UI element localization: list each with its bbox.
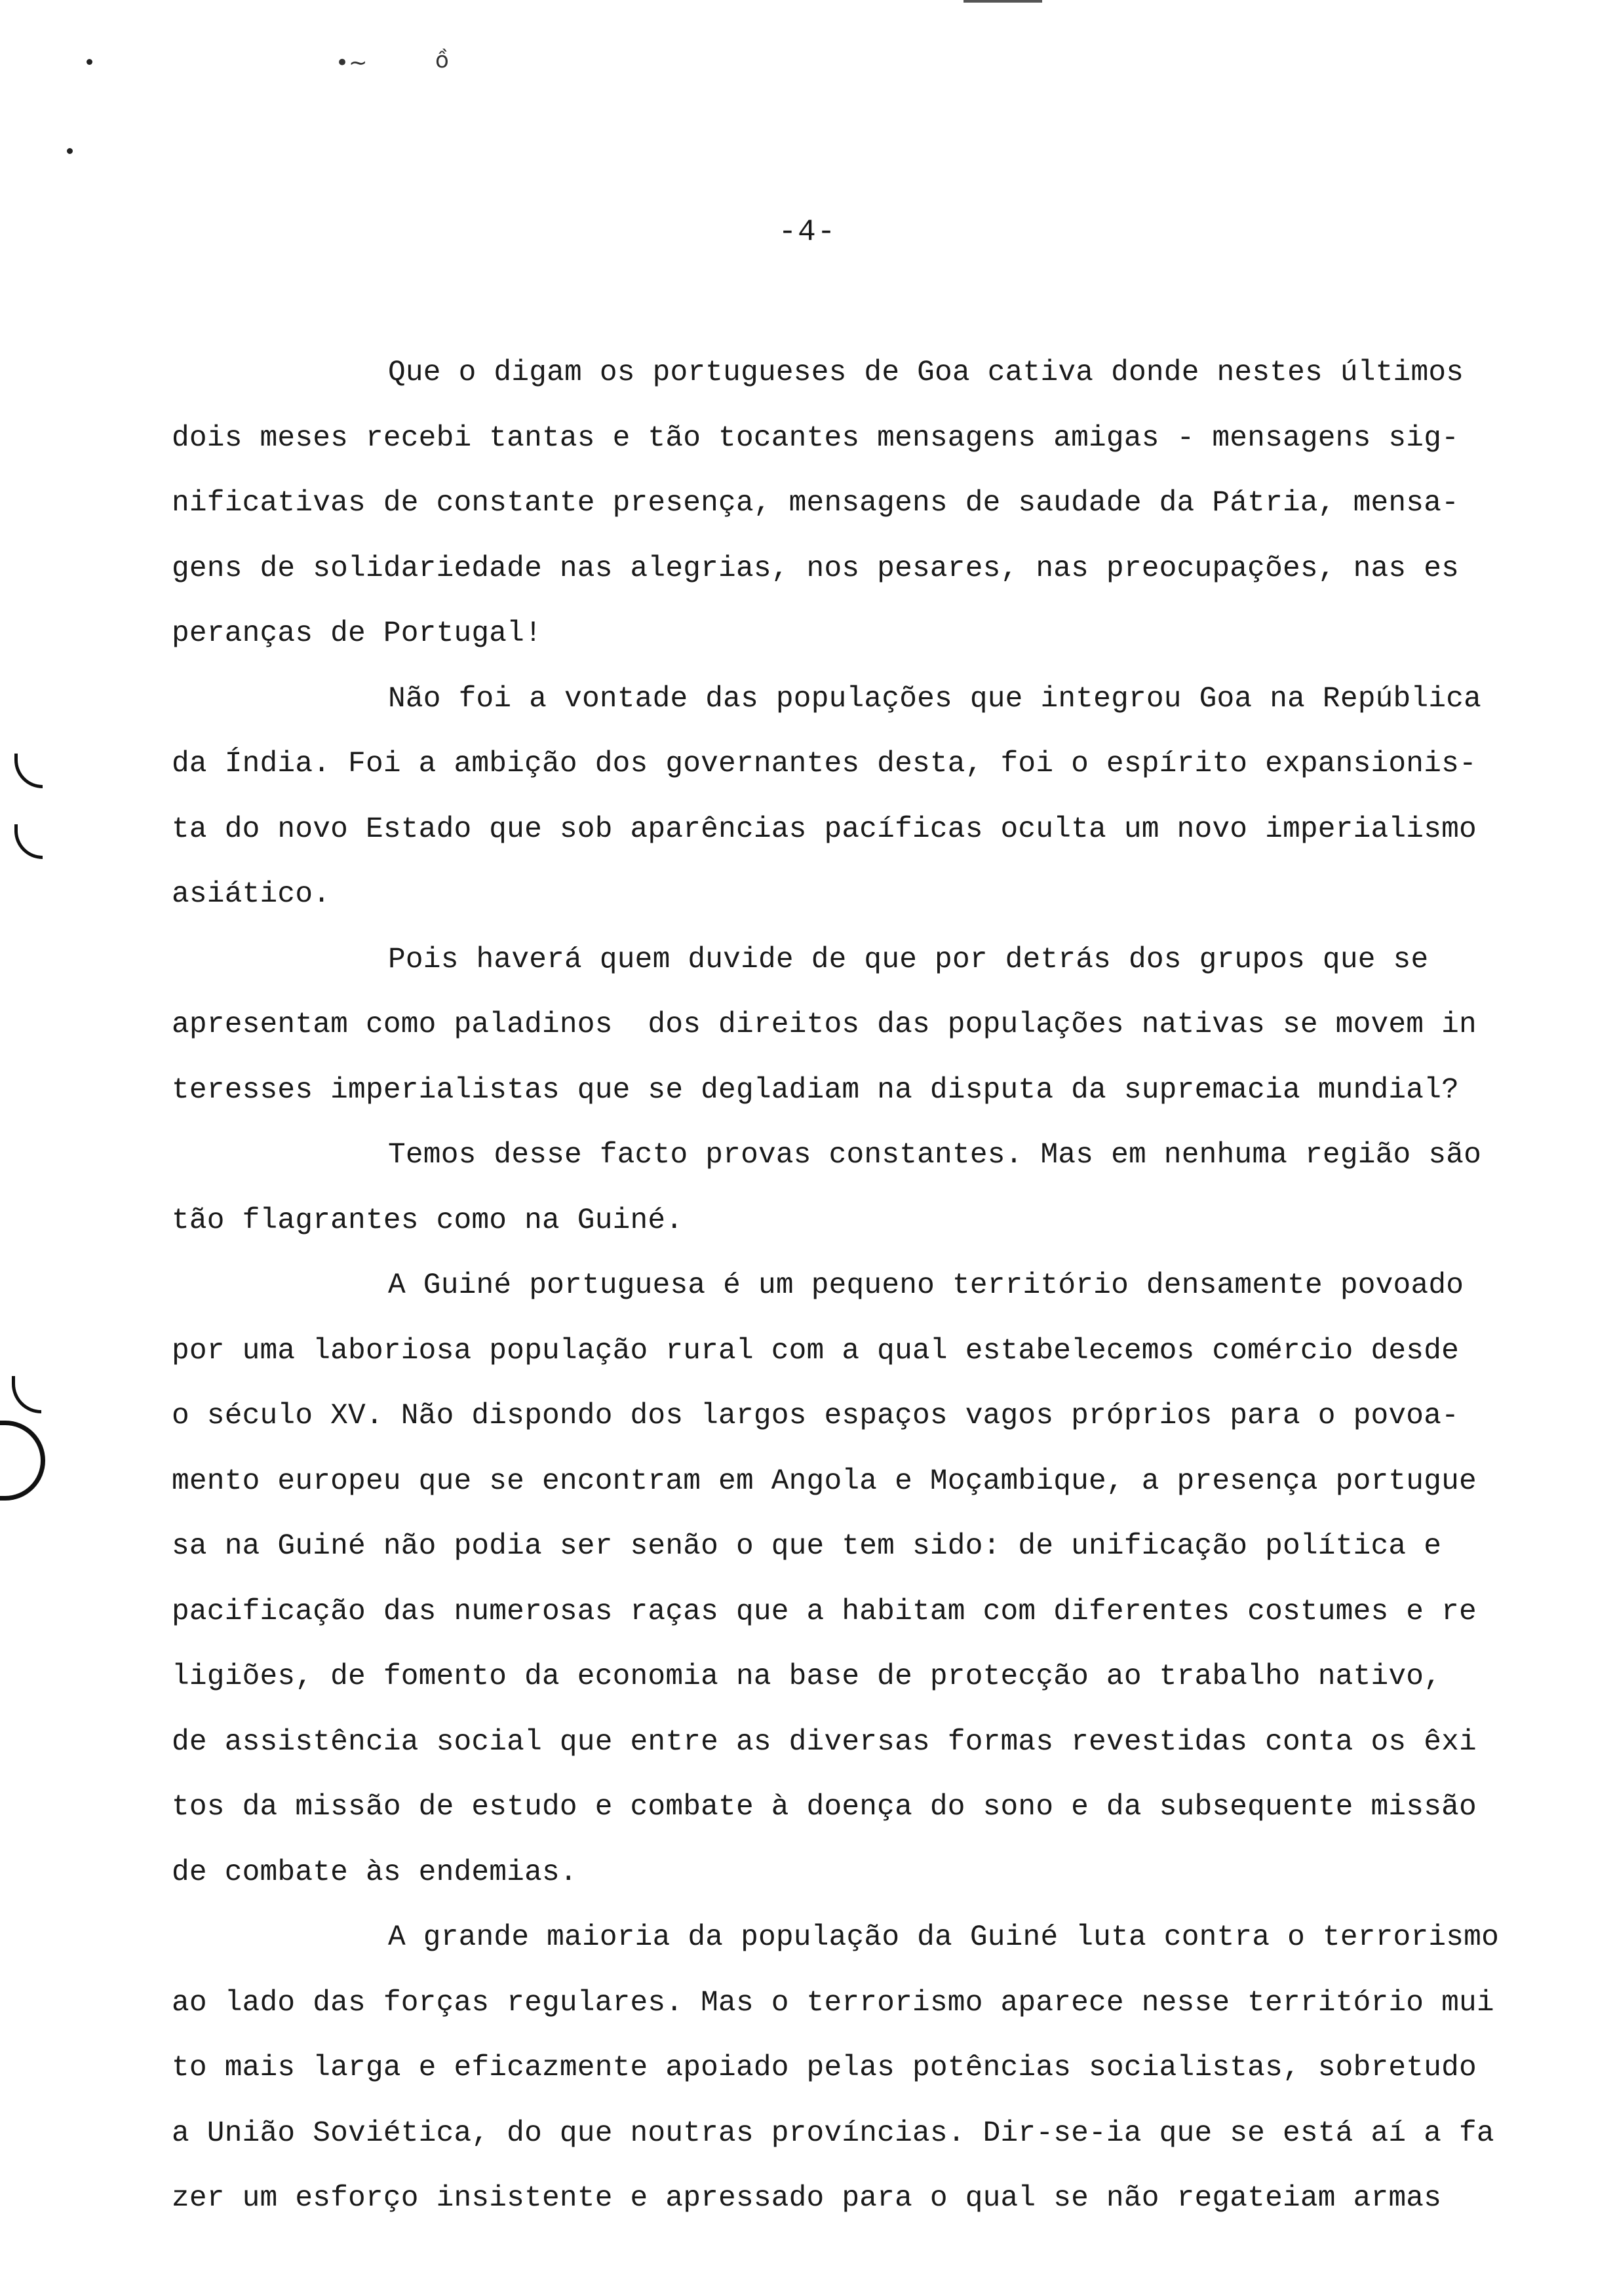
paragraph: [172, 1905, 1509, 2232]
text-line: o século XV. Não dispondo dos largos espaços vagos próprios para o povoa-: [172, 1400, 1460, 1432]
paragraph: [172, 667, 1509, 928]
text-line: pacificação das numerosas raças que a habitam com diferentes costumes e re: [172, 1595, 1477, 1628]
text-line: A grande maioria da população da Guiné luta contra o terrorismo: [388, 1921, 1499, 1954]
text-line: ta do novo Estado que sob aparências pacíficas oculta um novo imperialismo: [172, 813, 1477, 846]
paragraph: [172, 1123, 1509, 1253]
punch-hole-mark: [0, 1421, 45, 1501]
scan-speck: [67, 148, 73, 154]
text-line: peranças de Portugal!: [172, 617, 542, 650]
text-line: sa na Guiné não podia ser senão o que tem sido: de unificação política e: [172, 1530, 1442, 1563]
paragraph: [172, 341, 1509, 667]
body-text: [172, 341, 1509, 2232]
text-line: Pois haverá quem duvide de que por detrás dos grupos que se: [388, 943, 1429, 976]
text-line: nificativas de constante presença, mensagens de saudade da Pátria, mensa-: [172, 487, 1460, 520]
text-line: ligiões, de fomento da economia na base de protecção ao trabalho nativo,: [172, 1660, 1442, 1693]
text-line: Que o digam os portugueses de Goa cativa donde nestes últimos: [388, 356, 1464, 389]
scan-speck: [87, 59, 92, 65]
text-line: de combate às endemias.: [172, 1856, 577, 1889]
scan-smudge: •∼: [336, 50, 368, 76]
text-line: teresses imperialistas que se degladiam na disputa da supremacia mundial?: [172, 1073, 1460, 1107]
text-line: tão flagrantes como na Guiné.: [172, 1204, 684, 1237]
text-line: Não foi a vontade das populações que integrou Goa na República: [388, 682, 1482, 716]
scan-binding-mark: [14, 754, 43, 788]
text-line: dois meses recebi tantas e tão tocantes mensagens amigas - mensagens sig-: [172, 421, 1460, 455]
text-line: da Índia. Foi a ambição dos governantes desta, foi o espírito expansionis-: [172, 748, 1477, 780]
page-number: -4-: [778, 215, 837, 249]
paragraph: [172, 928, 1509, 1124]
text-line: tos da missão de estudo e combate à doença do sono e da subsequente missão: [172, 1791, 1477, 1824]
text-line: asiático.: [172, 878, 331, 911]
text-line: ao lado das forças regulares. Mas o terrorismo aparece nesse território mui: [172, 1986, 1494, 2019]
scan-binding-mark: [12, 1376, 41, 1413]
text-line: mento europeu que se encontram em Angola e Moçambique, a presença portugue: [172, 1464, 1477, 1498]
scan-top-edge-mark: [963, 0, 1042, 3]
text-line: to mais larga e eficazmente apoiado pelas potências socialistas, sobretudo: [172, 2052, 1477, 2084]
text-line: A Guiné portuguesa é um pequeno território densamente povoado: [388, 1269, 1464, 1302]
scan-binding-mark: [14, 824, 43, 859]
text-line: de assistência social que entre as diversas formas revestidas conta os êxi: [172, 1725, 1477, 1759]
text-line: a União Soviética, do que noutras províncias. Dir-se-ia que se está aí a fa: [172, 2116, 1494, 2150]
text-line: gens de solidariedade nas alegrias, nos pesares, nas preocupações, nas es: [172, 552, 1460, 585]
scan-smudge: ồ: [435, 47, 449, 73]
text-line: por uma laboriosa população rural com a qual estabelecemos comércio desde: [172, 1334, 1460, 1368]
text-line: zer um esforço insistente e apressado para o qual se não regateiam armas: [172, 2182, 1442, 2215]
text-line: apresentam como paladinos dos direitos das populações nativas se movem in: [172, 1008, 1477, 1041]
text-line: Temos desse facto provas constantes. Mas em nenhuma região são: [388, 1139, 1482, 1172]
paragraph: [172, 1253, 1509, 1905]
